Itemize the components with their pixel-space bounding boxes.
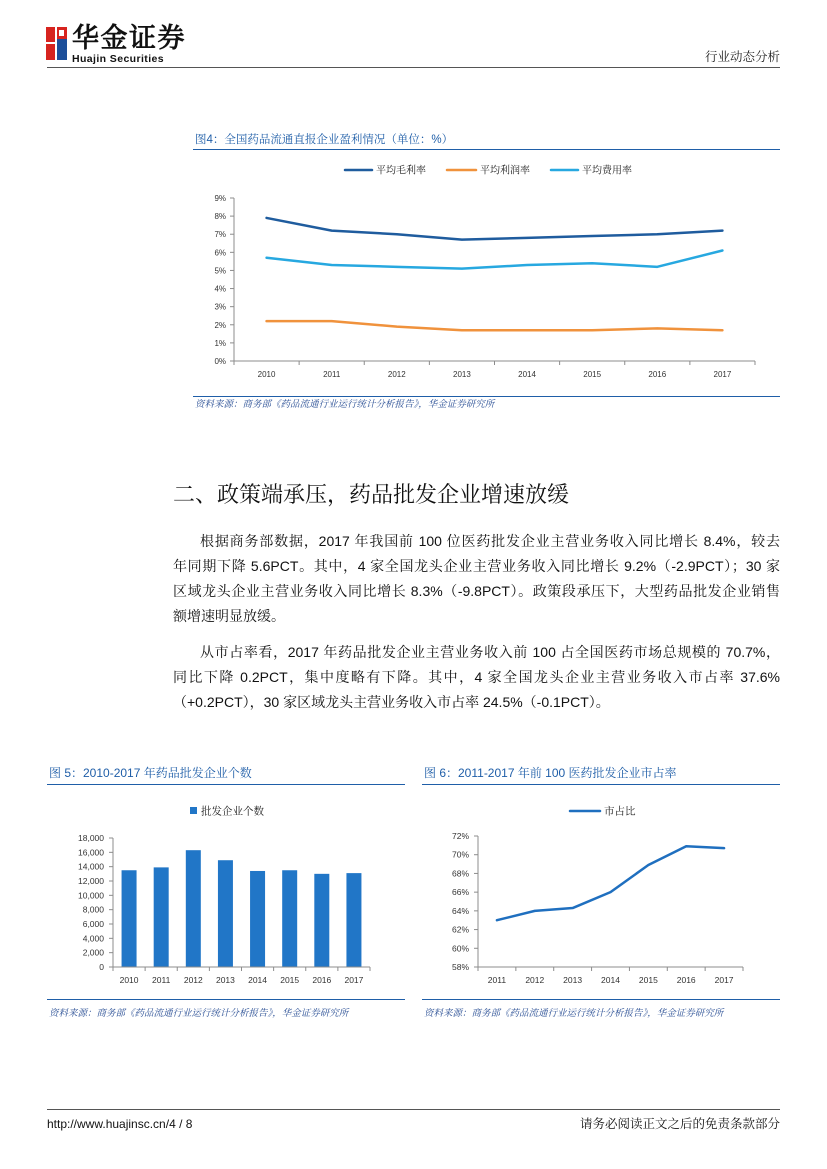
x-tick-label: 2010 xyxy=(257,370,276,379)
x-tick-label: 2013 xyxy=(563,975,583,985)
footer-disclaimer: 请务必阅读正文之后的免责条款部分 xyxy=(579,1117,780,1131)
data-point xyxy=(266,257,268,259)
figure-5-caption-rule xyxy=(47,784,405,785)
data-point xyxy=(396,266,398,268)
series-line xyxy=(267,218,723,240)
x-tick-label: 2012 xyxy=(183,975,203,985)
y-tick-label: 68% xyxy=(451,868,469,879)
data-point xyxy=(591,235,593,237)
y-tick-label: 3% xyxy=(214,302,226,312)
figure-4-source-rule xyxy=(193,396,780,397)
data-point xyxy=(331,320,333,322)
bar xyxy=(186,850,201,967)
legend-label: 平均利润率 xyxy=(480,165,530,177)
figure-4-caption: 图4：全国药品流通直报企业盈利情况（单位：%） xyxy=(195,134,454,146)
data-point xyxy=(721,250,723,252)
data-point xyxy=(461,329,463,331)
data-point xyxy=(266,217,268,219)
brand-name: 华金证券 xyxy=(72,23,186,53)
data-point xyxy=(685,845,687,847)
x-tick-label: 2012 xyxy=(525,975,545,985)
figure-5-source: 资料来源：商务部《药品流通行业运行统计分析报告》，华金证券研究所 xyxy=(49,1008,349,1019)
legend-label: 平均费用率 xyxy=(582,165,632,177)
y-tick-label: 0% xyxy=(214,357,226,366)
y-tick-label: 6% xyxy=(214,248,226,258)
y-tick-label: 12,000 xyxy=(78,876,104,886)
paragraph-line: 区域龙头企业主营业务收入同比增长 8.3%（-9.8PCT）。政策段承压下，大型药品批发企业销售 xyxy=(173,583,780,599)
data-point xyxy=(591,329,593,331)
data-point xyxy=(534,910,536,912)
y-tick-label: 60% xyxy=(451,943,469,954)
figure-6-caption-rule xyxy=(422,784,780,785)
bar xyxy=(154,867,169,967)
chart-fig5 xyxy=(47,790,405,995)
y-tick-label: 8% xyxy=(214,212,226,222)
paragraph-line: 从市占率看，2017 年药品批发企业主营业务收入前 100 占全国医药市场总规模的 70.7%， xyxy=(200,644,780,660)
x-tick-label: 2010 xyxy=(119,975,139,985)
data-point xyxy=(396,326,398,328)
y-tick-label: 10,000 xyxy=(78,890,104,901)
y-tick-label: 8,000 xyxy=(82,904,104,915)
data-point xyxy=(723,847,725,849)
x-tick-label: 2012 xyxy=(387,370,406,379)
y-tick-label: 14,000 xyxy=(78,861,104,872)
bar xyxy=(282,870,297,967)
y-tick-label: 58% xyxy=(451,962,469,972)
section-title: 二、政策端承压，药品批发企业增速放缓 xyxy=(173,482,570,507)
x-tick-label: 2011 xyxy=(323,370,341,379)
footer-left xyxy=(47,1116,192,1132)
data-point xyxy=(526,237,528,239)
x-tick-label: 2014 xyxy=(601,975,620,985)
chart-fig4 xyxy=(193,155,780,395)
data-point xyxy=(331,264,333,266)
bar xyxy=(314,874,329,967)
x-tick-label: 2015 xyxy=(583,370,602,379)
series-line xyxy=(267,251,723,269)
data-point xyxy=(721,329,723,331)
data-point xyxy=(591,262,593,264)
y-tick-label: 4% xyxy=(214,284,226,294)
section-body xyxy=(173,529,780,715)
y-tick-label: 5% xyxy=(214,266,226,276)
data-point xyxy=(396,233,398,235)
body-paragraph xyxy=(173,529,780,629)
x-tick-label: 2016 xyxy=(676,975,696,985)
body-paragraph xyxy=(173,640,780,715)
data-point xyxy=(572,907,574,909)
data-point xyxy=(526,264,528,266)
report-type-label: 行业动态分析 xyxy=(704,50,780,64)
data-point xyxy=(461,268,463,270)
data-point xyxy=(266,320,268,322)
series-line xyxy=(497,846,724,920)
bar xyxy=(218,860,233,967)
y-tick-label: 18,000 xyxy=(78,833,104,843)
y-tick-label: 2% xyxy=(214,320,226,330)
page-number: 4 / 8 xyxy=(169,1117,193,1131)
data-point xyxy=(647,864,649,866)
brand-name-en: Huajin Securities xyxy=(72,53,164,65)
data-point xyxy=(721,230,723,232)
legend-swatch xyxy=(190,807,197,814)
paragraph-line: 根据商务部数据，2017 年我国前 100 位医药批发企业主营业务收入同比增长 8.4%，较去 xyxy=(200,533,780,549)
y-tick-label: 1% xyxy=(214,338,226,348)
y-tick-label: 4,000 xyxy=(82,933,104,944)
x-tick-label: 2014 xyxy=(248,975,268,985)
data-point xyxy=(331,230,333,232)
data-point xyxy=(496,919,498,921)
x-tick-label: 2014 xyxy=(518,370,536,379)
data-point xyxy=(526,329,528,331)
x-tick-label: 2013 xyxy=(453,370,471,379)
y-tick-label: 9% xyxy=(214,194,226,203)
y-tick-label: 2,000 xyxy=(82,947,104,958)
data-point xyxy=(610,891,612,893)
header-divider xyxy=(47,67,780,68)
legend-label: 市占比 xyxy=(604,805,636,818)
figure-4-caption-rule xyxy=(193,149,780,150)
paragraph-line: （+0.2PCT），30 家区域龙头主营业务收入市占率 24.5%（-0.1PCT）。 xyxy=(173,694,610,710)
paragraph-line: 额增速明显放缓。 xyxy=(173,608,285,624)
figure-5-source-rule xyxy=(47,999,405,1000)
figure-4-source: 资料来源：商务部《药品流通行业运行统计分析报告》，华金证券研究所 xyxy=(195,399,495,410)
x-tick-label: 2016 xyxy=(648,370,667,379)
x-tick-label: 2017 xyxy=(344,975,364,985)
footer-divider xyxy=(47,1109,780,1110)
x-tick-label: 2011 xyxy=(152,975,171,985)
y-tick-label: 72% xyxy=(451,831,469,841)
figure-6-source-rule xyxy=(422,999,780,1000)
y-tick-label: 0 xyxy=(99,962,104,972)
data-point xyxy=(656,327,658,329)
bar xyxy=(250,871,265,967)
paragraph-line: 同比下降 0.2PCT，集中度略有下降。其中，4 家全国龙头企业主营业务收入市占率 37.6% xyxy=(173,669,780,685)
x-tick-label: 2013 xyxy=(215,975,235,985)
legend-label: 平均毛利率 xyxy=(376,165,426,177)
x-tick-label: 2017 xyxy=(713,370,732,379)
footer-url[interactable]: http://www.huajinsc.cn/ xyxy=(47,1117,170,1131)
y-tick-label: 64% xyxy=(451,905,469,916)
bar xyxy=(122,870,137,967)
x-tick-label: 2011 xyxy=(487,975,507,985)
chart-fig6 xyxy=(422,790,780,995)
y-tick-label: 7% xyxy=(214,230,226,240)
bar xyxy=(346,873,361,967)
series-line xyxy=(267,321,723,330)
y-tick-label: 16,000 xyxy=(78,847,104,858)
x-tick-label: 2015 xyxy=(638,975,658,985)
x-tick-label: 2017 xyxy=(714,975,734,985)
y-tick-label: 62% xyxy=(451,924,469,935)
figure-5-caption: 图 5：2010-2017 年药品批发企业个数 xyxy=(49,766,252,780)
figure-6-source: 资料来源：商务部《药品流通行业运行统计分析报告》，华金证券研究所 xyxy=(424,1008,724,1019)
paragraph-line: 年同期下降 5.6PCT。其中，4 家全国龙头企业主营业务收入同比增长 9.2%（-2.9PCT）；30 家 xyxy=(173,558,780,574)
y-tick-label: 70% xyxy=(451,849,469,860)
y-tick-label: 6,000 xyxy=(82,919,104,929)
data-point xyxy=(461,239,463,241)
legend-label: 批发企业个数 xyxy=(201,805,264,818)
x-tick-label: 2015 xyxy=(280,975,300,985)
data-point xyxy=(656,266,658,268)
y-tick-label: 66% xyxy=(451,887,469,898)
x-tick-label: 2016 xyxy=(312,975,332,985)
huajin-logo xyxy=(46,27,68,60)
data-point xyxy=(656,233,658,235)
figure-6-caption: 图 6：2011-2017 年前 100 医药批发企业市占率 xyxy=(424,766,677,780)
